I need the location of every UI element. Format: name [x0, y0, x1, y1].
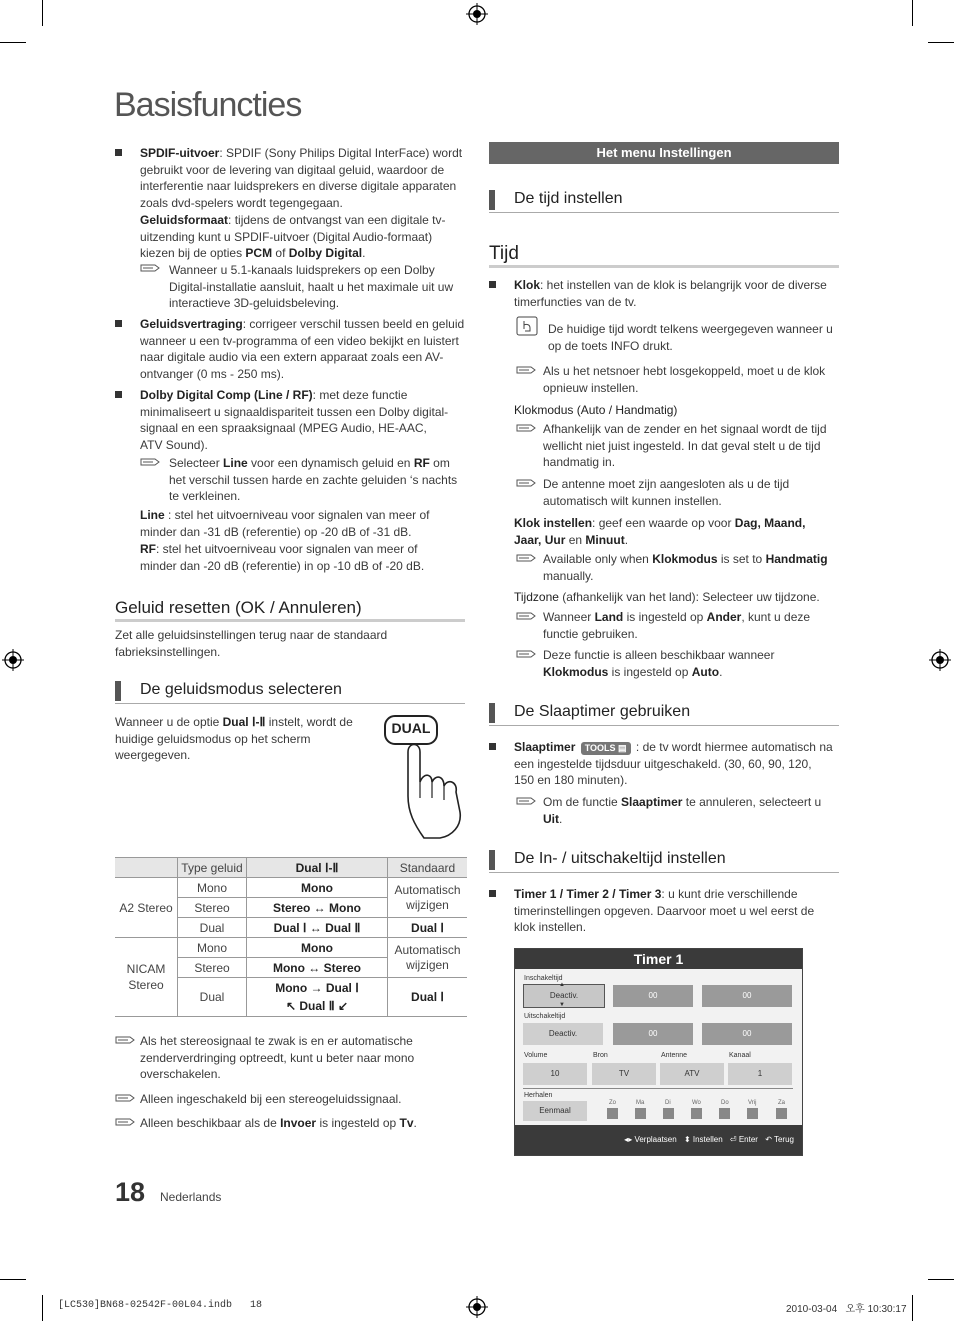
registration-mark-icon	[466, 3, 488, 25]
note-pencil-icon	[516, 552, 536, 564]
crop-mark	[0, 1279, 26, 1280]
kanaal-field[interactable]: 1	[728, 1063, 792, 1085]
off-time-label: Uitschakeltijd	[524, 1013, 566, 1020]
registration-mark-icon	[929, 649, 951, 671]
crop-mark	[912, 0, 913, 26]
table-cell: Mono	[178, 938, 247, 958]
tijdzone-paragraph: Tijdzone (afhankelijk van het land): Selecteer uw tijdzone.	[514, 590, 820, 604]
enter-icon: ⏎	[729, 1135, 737, 1144]
bullet-icon	[115, 391, 122, 398]
table-cell: Mono ↔ Stereo	[247, 958, 388, 978]
note-pencil-icon	[115, 1092, 135, 1104]
time-heading: De tijd instellen	[514, 190, 623, 207]
rf-paragraph: RF: stel het uitvoerniveau voor signalen van meer of minder dan -20 dB (referentie) in op -10 dB of -20 dB.	[140, 542, 425, 573]
on-hour-field[interactable]: 00	[613, 985, 693, 1007]
crop-mark	[42, 0, 43, 26]
footer-date: 2010-03-04 오후 10:30:17	[786, 1304, 907, 1315]
note-pencil-icon	[516, 795, 536, 807]
off-time-select[interactable]: Deactiv.	[523, 1023, 603, 1045]
note-pencil-icon	[140, 456, 160, 468]
note-land: Wanneer Land is ingesteld op Ander, kunt u deze functie gebruiken.	[543, 610, 811, 641]
note-pencil-icon	[140, 262, 160, 274]
day-label: Ma	[636, 1100, 645, 1106]
note-pencil-icon	[516, 422, 536, 434]
table-header-cell: Standaard	[388, 858, 468, 878]
updown-arrows-icon: ⬍	[683, 1135, 691, 1144]
table-cell: Stereo	[178, 958, 247, 978]
table-cell: Stereo ↔ Mono	[247, 898, 388, 918]
note-pencil-icon	[516, 364, 536, 376]
bullet-icon	[115, 320, 122, 327]
table-cell: Dual Ⅰ ↔ Dual Ⅱ	[247, 918, 388, 938]
note-stereo-only: Alleen ingeschakeld bij een stereogeluidssignaal.	[140, 1092, 402, 1106]
day-checkbox[interactable]	[691, 1108, 702, 1119]
timer-paragraph: Timer 1 / Timer 2 / Timer 3: u kunt drie verschillende timerinstellingen opgeven. Daarvoor moet u wel eerst de klok instellen.	[514, 887, 815, 934]
section-bar	[115, 681, 121, 701]
day-checkbox[interactable]	[635, 1108, 646, 1119]
crop-mark	[0, 42, 26, 43]
section-bar	[489, 703, 495, 723]
divider	[523, 1088, 793, 1089]
heading-underline	[489, 725, 839, 726]
timer-nav-bar: ◂▸ Verplaatsen ⬍ Instellen ⏎ Enter ↶ Terug	[515, 1125, 802, 1155]
note-netsnoer: Als u het netsnoer hebt losgekoppeld, moet u de klok opnieuw instellen.	[543, 364, 826, 395]
timer-title: Timer 1	[515, 949, 802, 969]
day-checkbox[interactable]	[776, 1108, 787, 1119]
page-language: Nederlands	[160, 1190, 222, 1204]
table-cell: Dual Ⅰ	[388, 978, 468, 1017]
return-icon: ↶	[765, 1135, 772, 1144]
slaaptimer-paragraph: Slaaptimer TOOLS ▤ : de tv wordt hiermee automatisch na een ingestelde tijdsduur uitgeschakeld. (30, 60, 90, 120, 150 en 180 minuten).	[514, 740, 833, 787]
kanaal-label: Kanaal	[729, 1052, 751, 1059]
note-pencil-icon	[516, 477, 536, 489]
heading-underline	[115, 703, 465, 704]
day-checkbox[interactable]	[663, 1108, 674, 1119]
spdif-paragraph: SPDIF-uitvoer: SPDIF (Sony Philips Digital InterFace) wordt gebruikt voor de levering van digitaal geluid, waardoor de interferentie naar luidsprekers en diverse digitale apparaten zoals dvd-spelers wordt tegengegaan.	[140, 146, 463, 210]
table-cell: Mono	[247, 878, 388, 898]
bullet-icon	[115, 149, 122, 156]
table-header-row	[115, 858, 467, 878]
page-number: 18	[115, 1177, 146, 1207]
heading-underline	[489, 872, 839, 873]
tijd-heading: Tijd	[489, 243, 519, 264]
table-cell: Mono	[247, 938, 388, 958]
table-cell: A2 Stereo	[115, 878, 178, 938]
table-cell: Automatisch wijzigen	[388, 938, 468, 978]
table-row	[115, 878, 467, 898]
crop-mark	[912, 1295, 913, 1321]
bullet-icon	[489, 890, 496, 897]
timer-osd	[514, 948, 803, 1156]
geluidsformaat-paragraph: Geluidsformaat: tijdens de ontvangst van een digitale tv-uitzending kunt u SPDIF-uitvoer (Digital Audio-formaat) kiezen bij de opties PCM of Dolby Digital.	[140, 213, 446, 260]
table-cell: Dual	[178, 918, 247, 938]
volume-label: Volume	[524, 1052, 548, 1059]
dolby-comp-paragraph: Dolby Digital Comp (Line / RF): met deze functie minimaliseert u signaaldispariteit tussen een Dolby digital-signaal en een spraaksignaal (MPEG Audio, HE-AAC, ATV Sound).	[140, 388, 449, 452]
note-invoer: Alleen beschikbaar als de Invoer is ingesteld op Tv.	[140, 1116, 417, 1130]
info-note: De huidige tijd wordt telkens weergegeven wanneer u op de toets INFO drukt.	[548, 322, 833, 353]
geluidsvertraging-paragraph: Geluidsvertraging: corrigeer verschil tussen beeld en geluid wanneer u een tv-programma of een video bekijkt en luistert naar digitale audio via een extern apparaat zoals een AV-ontvanger (0 ms - 250 ms).	[140, 317, 465, 381]
note-line-rf: Selecteer Line voor een dynamisch geluid en RF om het verschil tussen harde en zachte geluiden ‘s nachts te verkleinen.	[169, 456, 458, 503]
heading-underline	[489, 212, 839, 213]
herhalen-label: Herhalen	[524, 1092, 553, 1099]
on-time-select[interactable]: Deactiv.	[523, 984, 605, 1008]
on-time-label: Inschakeltijd	[524, 975, 563, 982]
line-paragraph: Line : stel het uitvoerniveau voor signalen van meer of minder dan -31 dB (referentie) op -20 dB of -31 dB.	[140, 508, 430, 539]
page-title: Basisfuncties	[114, 86, 302, 124]
day-label: Vrij	[748, 1100, 757, 1106]
table-header-cell: Dual Ⅰ-Ⅱ	[247, 858, 388, 878]
antenne-field[interactable]: ATV	[660, 1063, 724, 1085]
bron-field[interactable]: TV	[592, 1063, 656, 1085]
table-cell: Automatisch wijzigen	[388, 878, 468, 918]
day-label: Do	[721, 1100, 729, 1106]
heading-underline	[489, 265, 839, 268]
table-cell: Mono → Dual Ⅰ ↖ Dual Ⅱ ↙	[247, 978, 388, 1017]
day-checkbox[interactable]	[747, 1108, 758, 1119]
note-pencil-icon	[516, 610, 536, 622]
day-label: Zo	[609, 1100, 617, 1106]
footer-file: [LC530]BN68-02542F-00L04.indb 18	[58, 1300, 263, 1311]
table-cell: Dual	[178, 978, 247, 1017]
note-auto: Deze functie is alleen beschikbaar wanneer Klokmodus is ingesteld op Auto.	[543, 648, 775, 679]
down-arrow-icon: ▼	[559, 1002, 565, 1008]
heading-underline	[115, 619, 465, 622]
day-checkbox[interactable]	[719, 1108, 730, 1119]
note-sleep: Om de functie Slaaptimer te annuleren, selecteert u Uit.	[543, 795, 822, 826]
note-available: Available only when Klokmodus is set to Handmatig manually.	[543, 552, 828, 583]
up-arrow-icon: ▲	[559, 982, 565, 988]
klokmodus-label: Klokmodus (Auto / Handmatig)	[514, 403, 678, 417]
mode-heading: De geluidsmodus selecteren	[140, 681, 342, 698]
reset-heading: Geluid resetten (OK / Annuleren)	[115, 598, 362, 617]
volume-field[interactable]: 10	[523, 1063, 587, 1085]
note-zender: Afhankelijk van de zender en het signaal wordt de tijd wellicht niet juist ingesteld. In dat geval stelt u de tijd handmatig in.	[543, 422, 827, 469]
tools-badge: TOOLS ▤	[581, 742, 631, 755]
dual-button-label: DUAL	[391, 720, 431, 736]
crop-mark	[928, 1279, 954, 1280]
day-label: Di	[665, 1100, 671, 1106]
bullet-icon	[489, 743, 496, 750]
note-antenne: De antenne moet zijn aangesloten als u de tijd automatisch wilt kunnen instellen.	[543, 477, 790, 508]
off-minute-field[interactable]: 00	[702, 1023, 792, 1045]
sound-mode-table	[115, 857, 467, 1017]
crop-mark	[42, 1295, 43, 1321]
antenne-label: Antenne	[661, 1052, 688, 1059]
registration-mark-icon	[2, 649, 24, 671]
table-header-cell	[115, 858, 178, 878]
onoff-heading: De In- / uitschakeltijd instellen	[514, 850, 726, 867]
klok-paragraph: Klok: het instellen van de klok is belangrijk voor de diverse timerfuncties van de tv.	[514, 278, 827, 309]
reset-text: Zet alle geluidsinstellingen terug naar de standaard fabrieksinstellingen.	[115, 628, 388, 659]
off-hour-field[interactable]: 00	[613, 1023, 693, 1045]
note-pencil-icon	[115, 1116, 135, 1128]
registration-mark-icon	[466, 1296, 488, 1318]
day-label: Za	[778, 1100, 786, 1106]
mode-text: Wanneer u de optie Dual Ⅰ-Ⅱ instelt, wordt de huidige geluidsmodus op het scherm weergegeven.	[115, 715, 353, 762]
section-bar	[489, 850, 495, 870]
note-dolby: Wanneer u 5.1-kanaals luidsprekers op een Dolby Digital-installatie aansluit, haalt u het maximale uit uw interactieve 3D-geluidsbeleving.	[169, 263, 454, 310]
herhalen-field[interactable]: Eenmaal	[523, 1101, 587, 1121]
crop-mark	[928, 42, 954, 43]
on-minute-field[interactable]: 00	[702, 985, 792, 1007]
table-header-cell: Type geluid	[178, 858, 247, 878]
table-cell: Mono	[178, 878, 247, 898]
move-arrows-icon: ◂▸	[624, 1135, 633, 1144]
klok-instellen-paragraph: Klok instellen: geef een waarde op voor Dag, Maand, Jaar, Uur en Minuut.	[514, 516, 806, 547]
note-pencil-icon	[516, 648, 536, 660]
note-pencil-icon	[115, 1034, 135, 1046]
bron-label: Bron	[593, 1052, 608, 1059]
table-cell: Stereo	[178, 898, 247, 918]
note-stereo: Als het stereosignaal te zwak is en er automatische zenderverdringing optreedt, kunt u beter naar mono overschakelen.	[140, 1034, 415, 1081]
menu-settings-bar: Het menu Instellingen	[489, 142, 839, 164]
section-bar	[489, 190, 495, 210]
sleep-heading: De Slaaptimer gebruiken	[514, 703, 691, 720]
day-checkbox[interactable]	[607, 1108, 618, 1119]
day-label: Wo	[692, 1100, 701, 1106]
info-button-icon	[516, 316, 538, 336]
table-cell: NICAM Stereo	[115, 938, 178, 1017]
bullet-icon	[489, 281, 496, 288]
table-row	[115, 938, 467, 958]
table-cell: Dual Ⅰ	[388, 918, 468, 938]
